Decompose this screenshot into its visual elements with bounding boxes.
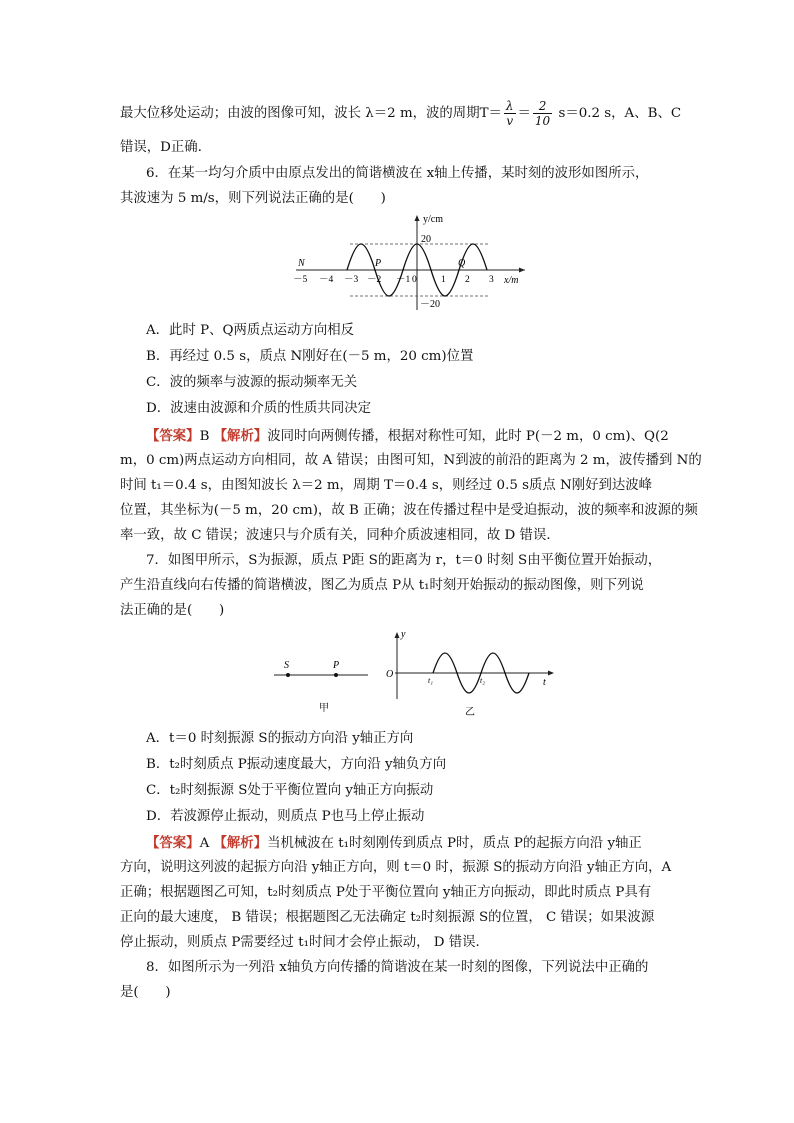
y-tick-20: 20 xyxy=(421,234,431,245)
q6-analysis-line-5: 率一致，故 C 错误；波速只与介质有关，同种介质波速相同，故 D 错误． xyxy=(120,528,560,543)
fraction-numerator-2: 2 xyxy=(538,99,547,113)
period-symbol: T＝ xyxy=(479,106,502,121)
question-7-line-2: 产生沿直线向右传播的简谐横波，图乙为质点 P从 t₁时刻开始振动的振动图像，则下列说 xyxy=(120,578,644,593)
q7-option-c: C．t₂时刻振源 S处于平衡位置向 y轴正方向振动 xyxy=(146,783,434,798)
x-axis-label: x/m xyxy=(504,275,519,286)
point-Q-label: Q xyxy=(458,258,466,269)
q6-analysis-line-4: 位置，其坐标为(－5 m，20 cm)，故 B 正确；波在传播过程中是受迫振动，波的频率和波源的频 xyxy=(120,503,698,518)
answer-tag-7: 【答案】 xyxy=(146,835,200,851)
wave-left-note xyxy=(403,244,417,270)
q7-analysis-line-3: 正确；根据题图乙可知，t₂时刻质点 P处于平衡位置向 y轴正方向振动，即此时质点 P具有 xyxy=(120,885,652,900)
question-7-line-3: 法正确的是( ) xyxy=(120,603,225,618)
q7-option-d: D．若波源停止振动，则质点 P也马上停止振动 xyxy=(146,809,425,824)
origin-O-label: O xyxy=(386,669,394,680)
figure-7-yi xyxy=(383,627,563,722)
x-tick-minus-5: －5 xyxy=(293,275,308,285)
text-line-1 xyxy=(120,96,681,132)
y-axis-label-yi: y xyxy=(401,629,406,640)
source-S-dot xyxy=(286,673,290,677)
q7-answer-line-1 xyxy=(146,834,642,853)
fraction-denominator-10: 10 xyxy=(534,114,551,128)
text-line-1-part-b: s＝0.2 s，A、B、C xyxy=(558,106,682,121)
answer-tag: 【答案】 xyxy=(146,428,200,444)
x-tick-minus-4: －4 xyxy=(319,275,334,285)
caption-yi: 乙 xyxy=(465,707,475,718)
q6-analysis-line-3: 时间 t₁＝0.4 s，由图知波长 λ＝2 m，周期 T＝0.4 s，则经过 0.5 s质点 N刚好到达波峰 xyxy=(120,478,653,493)
point-P-dot xyxy=(334,673,338,677)
point-P-label-jia: P xyxy=(333,660,340,671)
q6-analysis-line-2: m，0 cm)两点运动方向相同，故 A 错误；由图可知，N到波的前沿的距离为 2 m，波传播到 N的 xyxy=(120,453,702,468)
caption-jia: 甲 xyxy=(319,703,329,714)
x-tick-minus-3: －3 xyxy=(344,275,359,285)
equals-sign: ＝ xyxy=(517,106,531,121)
x-tick-3: 3 xyxy=(489,275,494,285)
x-axis-arrow xyxy=(519,268,525,273)
x-tick-1: 1 xyxy=(441,275,446,285)
source-S-label: S xyxy=(284,660,289,671)
analysis-tag: 【解析】 xyxy=(213,428,268,444)
t1-label: t₁ xyxy=(428,676,434,685)
q6-option-c: C．波的频率与波源的振动频率无关 xyxy=(146,375,358,390)
q7-option-a: A．t＝0 时刻振源 S的振动方向沿 y轴正方向 xyxy=(146,731,414,746)
analysis-text: 波同时向两侧传播，根据对称性可知，此时 P(－2 m，0 cm)、Q(2 xyxy=(267,429,669,444)
analysis-tag-7: 【解析】 xyxy=(213,835,268,851)
text-line-1-part-a: 最大位移处运动；由波的图像可知，波长 λ＝2 m，波的周期 xyxy=(120,106,480,121)
question-6-line-2: 其波速为 5 m/s，则下列说法正确的是( ) xyxy=(120,191,386,206)
point-P-label: P xyxy=(375,258,382,269)
t-axis-arrow xyxy=(548,671,554,676)
y-axis-arrow xyxy=(415,215,420,221)
question-8-line-2: 是( ) xyxy=(120,985,171,1000)
fraction-2-over-10 xyxy=(533,99,552,128)
q7-analysis-line-2: 方向，说明这列波的起振方向沿 y轴正方向，则 t＝0 时，振源 S的振动方向沿 y轴正方向，A xyxy=(120,860,672,875)
analysis-text-7: 当机械波在 t₁时刻刚传到质点 P时，质点 P的起振方向沿 y轴正 xyxy=(267,836,642,851)
q6-answer-line-1 xyxy=(146,427,669,446)
fraction-lambda-over-v xyxy=(504,99,516,128)
x-tick-minus-2: －2 xyxy=(367,275,382,285)
point-N-label: N xyxy=(298,258,305,269)
q7-analysis-line-5: 停止振动，则质点 P需要经过 t₁时间才会停止振动， D 错误． xyxy=(120,935,489,950)
question-6-line-1: 6．在某一均匀介质中由原点发出的简谐横波在 x轴上传播，某时刻的波形如图所示， xyxy=(146,166,649,181)
figure-7-jia xyxy=(272,655,372,715)
t2-label: t₂ xyxy=(480,676,486,685)
x-tick-minus-1: －1 xyxy=(396,275,411,285)
q6-option-d: D．波速由波源和介质的性质共同决定 xyxy=(146,401,371,416)
q6-option-a: A．此时 P、Q两质点运动方向相反 xyxy=(146,323,354,338)
y-axis-label: y/cm xyxy=(423,214,443,225)
fraction-numerator: λ xyxy=(505,99,514,113)
x-tick-2: 2 xyxy=(465,275,470,285)
origin-label: 0 xyxy=(412,275,417,285)
y-tick-minus-20: －20 xyxy=(420,299,440,310)
t-axis-label: t xyxy=(543,677,546,688)
fraction-denominator: v xyxy=(506,114,514,128)
text-line-2: 错误，D正确． xyxy=(120,140,212,155)
q6-option-b: B．再经过 0.5 s，质点 N刚好在(－5 m，20 cm)位置 xyxy=(146,349,474,364)
question-7-line-1: 7．如图甲所示，S为振源，质点 P距 S的距离为 r，t＝0 时刻 S由平衡位置开始振动， xyxy=(146,553,662,568)
figure-6-waveform xyxy=(290,212,530,312)
q7-analysis-line-4: 正向的最大速度， B 错误；根据题图乙无法确定 t₂时刻振源 S的位置， C 错误；如果波源 xyxy=(120,910,655,925)
y-axis-arrow-yi xyxy=(395,632,400,638)
q7-option-b: B．t₂时刻质点 P振动速度最大，方向沿 y轴负方向 xyxy=(146,757,447,772)
answer-letter-7: A xyxy=(199,836,210,851)
question-8-line-1: 8．如图所示为一列沿 x轴负方向传播的简谐波在某一时刻的图像，下列说法中正确的 xyxy=(146,960,649,975)
answer-letter: B xyxy=(199,429,210,444)
